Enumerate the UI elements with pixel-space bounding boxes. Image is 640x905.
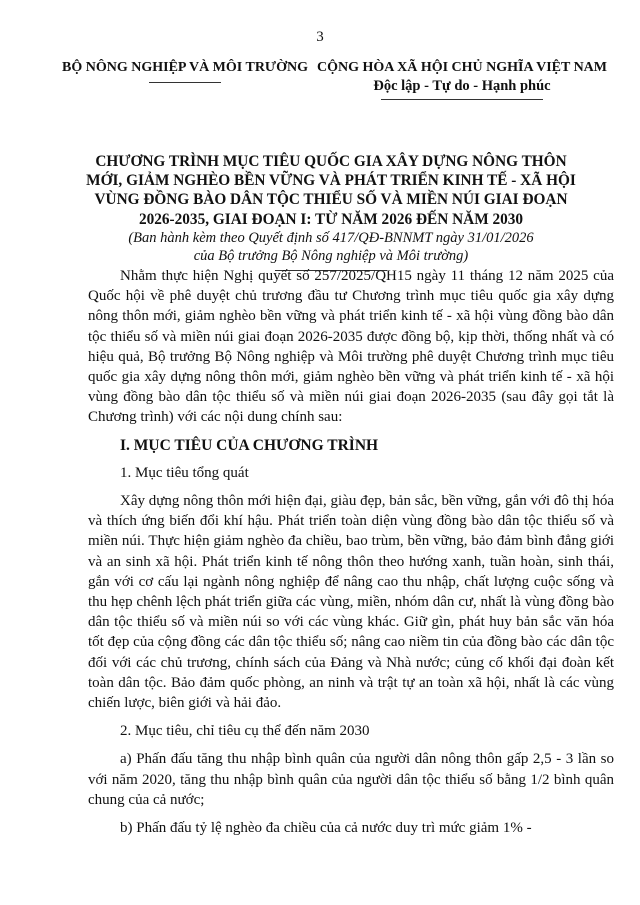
document-title-block [56,152,606,271]
page-number: 3 [316,29,324,45]
national-header-block [316,60,608,100]
title-line: CHƯƠNG TRÌNH MỤC TIÊU QUỐC GIA XÂY DỰNG NÔNG THÔN [95,153,567,170]
ministry-name: BỘ NÔNG NGHIỆP VÀ MÔI TRƯỜNG [62,60,308,75]
ministry-underline [149,82,221,83]
section-heading: I. MỤC TIÊU CỦA CHƯƠNG TRÌNH [120,436,379,454]
target-item: b) Phấn đấu tỷ lệ nghèo đa chiều của cả nước duy trì mức giảm 1% - [120,820,532,837]
title-line: MỚI, GIẢM NGHÈO BỀN VỮNG VÀ PHÁT TRIỂN KINH TẾ - XÃ HỘI [86,172,576,190]
subtitle-line: của Bộ trưởng Bộ Nông nghiệp và Môi trường) [193,248,469,265]
subsection-heading: 2. Mục tiêu, chỉ tiêu cụ thể đến năm 2030 [120,723,370,740]
issuing-agency-block [62,60,308,83]
document-body [88,266,614,838]
national-motto: Độc lập - Tự do - Hạnh phúc [373,78,551,94]
motto-underline [381,99,543,100]
title-line: VÙNG ĐỒNG BÀO DÂN TỘC THIỂU SỐ VÀ MIỀN NÚI GIAI ĐOẠN [94,191,568,209]
target-item: a) Phấn đấu tăng thu nhập bình quân của người dân nông thôn gấp 2,5 - 3 lần so với năm 2020, tăng thu nhập bình quân của người dân tộc thiểu số bằng 1/2 bình quân chung của cả nước; [88,751,614,808]
republic-name: CỘNG HÒA XÃ HỘI CHỦ NGHĨA VIỆT NAM [316,60,607,75]
intro-paragraph: Nhằm thực hiện Nghị quyết số 257/2025/QH15 ngày 11 tháng 12 năm 2025 của Quốc hội về phê duyệt chủ trương đầu tư Chương trình mục tiêu quốc gia xây dựng nông thôn mới, giảm nghèo bền vững và phát triển kinh tế - xã hội vùng đồng bào dân tộc thiểu số và miền núi giai đoạn 2026-2035 được đồng bộ, kịp thời, thống nhất và có hiệu quả, Bộ trưởng Bộ Nông nghiệp và Môi trường phê duyệt Chương trình mục tiêu quốc gia xây dựng nông thôn mới, giảm nghèo bền vững và phát triển kinh tế - xã hội vùng đồng bào dân tộc thiểu số và miền núi giai đoạn 2026-2035 (sau đây gọi tắt là Chương trình) với các nội dung chính sau: [88,268,614,426]
subtitle-line: (Ban hành kèm theo Quyết định số 417/QĐ-BNNMT ngày 31/01/2026 [128,229,534,246]
title-line: 2026-2035, GIAI ĐOẠN I: TỪ NĂM 2026 ĐẾN NĂM 2030 [138,210,524,228]
general-objective-paragraph: Xây dựng nông thôn mới hiện đại, giàu đẹp, bản sắc, bền vững, gắn với đô thị hóa và thích ứng biến đổi khí hậu. Phát triển toàn diện vùng đồng bào dân tộc thiểu số và miền núi. Thực hiện giảm nghèo đa chiều, bao trùm, bền vững, bảo đảm bình đẳng giới và an sinh xã hội. Phát triển kinh tế nông thôn theo hướng xanh, tuần hoàn, sinh thái, gắn với cơ cấu lại ngành nông nghiệp để nâng cao thu nhập, chất lượng cuộc sống và thu hẹp chênh lệch phát triển giữa các vùng, miền, nhóm dân cư, nhất là vùng đồng bào dân tộc thiểu số và miền núi so với các vùng khác. Giữ gìn, phát huy bản sắc văn hóa tốt đẹp của cộng đồng các dân tộc thiểu số; nâng cao niềm tin của đồng bào các dân tộc đối với các chủ trương, chính sách của Đảng và Nhà nước; củng cố khối đại đoàn kết toàn dân tộc. Bảo đảm quốc phòng, an ninh và trật tự an toàn xã hội, nhất là các vùng chiến lược, biên giới và hải đảo. [88,493,614,712]
subsection-heading: 1. Mục tiêu tổng quát [120,464,249,481]
